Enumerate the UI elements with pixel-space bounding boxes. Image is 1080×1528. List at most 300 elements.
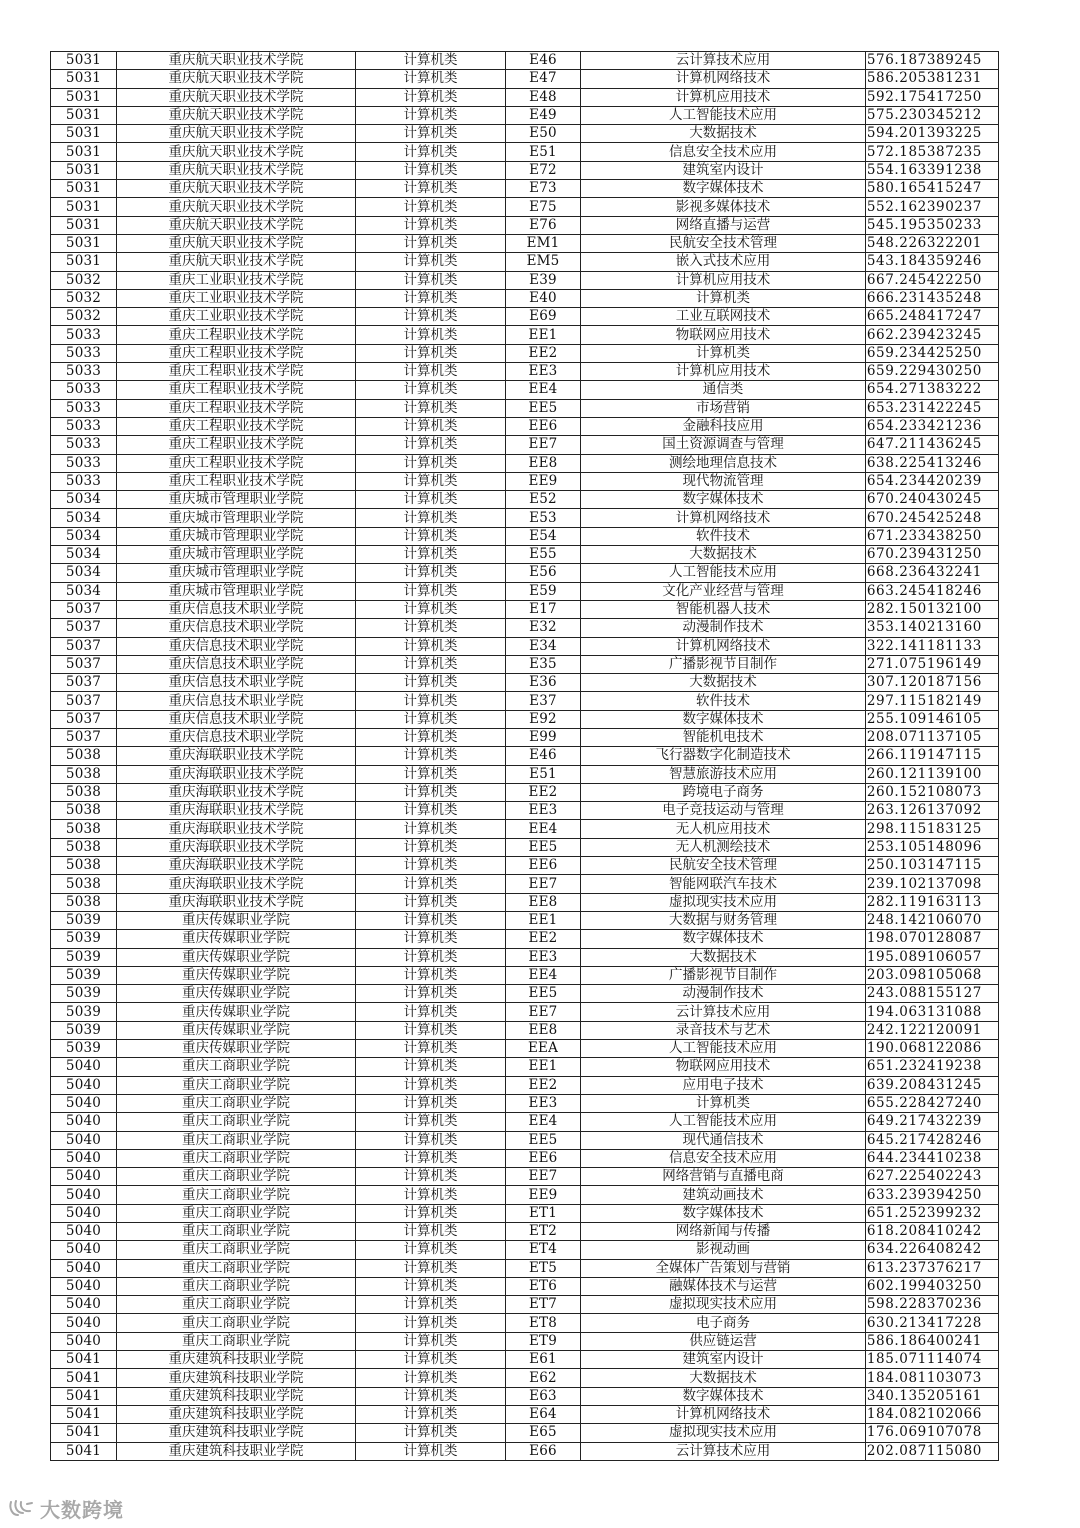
major-code-cell: EE5	[506, 399, 581, 417]
school-code-cell: 5039	[51, 1003, 117, 1021]
table-row	[51, 1113, 999, 1131]
table-row	[51, 619, 999, 637]
score-cell: 592.175417250	[866, 88, 999, 106]
table-row	[51, 161, 999, 179]
school-name-cell: 重庆航天职业技术学院	[117, 70, 356, 88]
major-name-cell: 虚拟现实技术应用	[581, 1296, 866, 1314]
table-row	[51, 966, 999, 984]
table-row	[51, 930, 999, 948]
school-name-cell: 重庆航天职业技术学院	[117, 106, 356, 124]
school-code-cell: 5034	[51, 564, 117, 582]
school-code-cell: 5041	[51, 1369, 117, 1387]
school-code-cell: 5033	[51, 454, 117, 472]
school-code-cell: 5040	[51, 1259, 117, 1277]
school-code-cell: 5041	[51, 1442, 117, 1460]
major-code-cell: ET8	[506, 1314, 581, 1332]
school-name-cell: 重庆航天职业技术学院	[117, 198, 356, 216]
school-code-cell: 5031	[51, 234, 117, 252]
major-name-cell: 智能机器人技术	[581, 600, 866, 618]
table-row	[51, 436, 999, 454]
school-name-cell: 重庆工商职业学院	[117, 1131, 356, 1149]
school-name-cell: 重庆工业职业技术学院	[117, 308, 356, 326]
score-cell: 250.103147115	[866, 857, 999, 875]
table-row	[51, 289, 999, 307]
major-name-cell: 数字媒体技术	[581, 710, 866, 728]
category-cell: 计算机类	[356, 710, 506, 728]
school-name-cell: 重庆工业职业技术学院	[117, 271, 356, 289]
major-name-cell: 建筑动画技术	[581, 1186, 866, 1204]
major-name-cell: 数字媒体技术	[581, 930, 866, 948]
table-row	[51, 88, 999, 106]
category-cell: 计算机类	[356, 1296, 506, 1314]
school-name-cell: 重庆工商职业学院	[117, 1332, 356, 1350]
category-cell: 计算机类	[356, 564, 506, 582]
table-row	[51, 1369, 999, 1387]
score-cell: 198.070128087	[866, 930, 999, 948]
major-code-cell: EE8	[506, 454, 581, 472]
score-cell: 552.162390237	[866, 198, 999, 216]
score-cell: 647.211436245	[866, 436, 999, 454]
category-cell: 计算机类	[356, 1186, 506, 1204]
major-name-cell: 通信类	[581, 381, 866, 399]
major-code-cell: E65	[506, 1424, 581, 1442]
major-name-cell: 计算机类	[581, 289, 866, 307]
major-code-cell: E54	[506, 527, 581, 545]
category-cell: 计算机类	[356, 1076, 506, 1094]
category-cell: 计算机类	[356, 1131, 506, 1149]
table-row	[51, 52, 999, 70]
score-cell: 645.217428246	[866, 1131, 999, 1149]
major-code-cell: EE7	[506, 1003, 581, 1021]
school-code-cell: 5041	[51, 1405, 117, 1423]
table-row	[51, 143, 999, 161]
school-name-cell: 重庆信息技术职业学院	[117, 674, 356, 692]
school-code-cell: 5041	[51, 1351, 117, 1369]
category-cell: 计算机类	[356, 1021, 506, 1039]
school-code-cell: 5031	[51, 52, 117, 70]
major-name-cell: 飞行器数字化制造技术	[581, 747, 866, 765]
table-row	[51, 1442, 999, 1460]
category-cell: 计算机类	[356, 381, 506, 399]
score-cell: 545.195350233	[866, 216, 999, 234]
table-row	[51, 582, 999, 600]
school-name-cell: 重庆海联职业技术学院	[117, 857, 356, 875]
category-cell: 计算机类	[356, 216, 506, 234]
score-cell: 340.135205161	[866, 1387, 999, 1405]
category-cell: 计算机类	[356, 1369, 506, 1387]
category-cell: 计算机类	[356, 765, 506, 783]
score-cell: 634.226408242	[866, 1241, 999, 1259]
school-code-cell: 5040	[51, 1149, 117, 1167]
school-name-cell: 重庆信息技术职业学院	[117, 637, 356, 655]
major-name-cell: 建筑室内设计	[581, 161, 866, 179]
category-cell: 计算机类	[356, 326, 506, 344]
category-cell: 计算机类	[356, 509, 506, 527]
major-name-cell: 网络新闻与传播	[581, 1223, 866, 1241]
school-code-cell: 5031	[51, 70, 117, 88]
school-code-cell: 5033	[51, 436, 117, 454]
score-cell: 576.187389245	[866, 52, 999, 70]
major-name-cell: 应用电子技术	[581, 1076, 866, 1094]
category-cell: 计算机类	[356, 52, 506, 70]
major-name-cell: 虚拟现实技术应用	[581, 1424, 866, 1442]
table-row	[51, 70, 999, 88]
table-row	[51, 1424, 999, 1442]
major-name-cell: 计算机应用技术	[581, 271, 866, 289]
school-code-cell: 5040	[51, 1296, 117, 1314]
admission-score-table	[50, 51, 999, 1461]
school-name-cell: 重庆传媒职业学院	[117, 1040, 356, 1058]
score-cell: 633.239394250	[866, 1186, 999, 1204]
major-name-cell: 测绘地理信息技术	[581, 454, 866, 472]
category-cell: 计算机类	[356, 1204, 506, 1222]
school-code-cell: 5040	[51, 1223, 117, 1241]
major-code-cell: E49	[506, 106, 581, 124]
major-code-cell: E59	[506, 582, 581, 600]
table-row	[51, 106, 999, 124]
score-cell: 651.252399232	[866, 1204, 999, 1222]
category-cell: 计算机类	[356, 619, 506, 637]
school-code-cell: 5033	[51, 344, 117, 362]
major-name-cell: 广播影视节目制作	[581, 966, 866, 984]
score-cell: 282.119163113	[866, 893, 999, 911]
table-row	[51, 637, 999, 655]
major-code-cell: EEA	[506, 1040, 581, 1058]
table-row	[51, 344, 999, 362]
score-cell: 194.063131088	[866, 1003, 999, 1021]
category-cell: 计算机类	[356, 783, 506, 801]
major-name-cell: 嵌入式技术应用	[581, 253, 866, 271]
major-code-cell: E46	[506, 52, 581, 70]
table-body	[51, 52, 999, 1461]
major-name-cell: 录音技术与艺术	[581, 1021, 866, 1039]
major-name-cell: 大数据技术	[581, 674, 866, 692]
major-name-cell: 计算机网络技术	[581, 637, 866, 655]
major-code-cell: EE9	[506, 1186, 581, 1204]
table-row	[51, 1223, 999, 1241]
table-row	[51, 802, 999, 820]
major-name-cell: 广播影视节目制作	[581, 655, 866, 673]
major-code-cell: E61	[506, 1351, 581, 1369]
school-code-cell: 5038	[51, 765, 117, 783]
major-name-cell: 人工智能技术应用	[581, 106, 866, 124]
school-code-cell: 5032	[51, 308, 117, 326]
category-cell: 计算机类	[356, 289, 506, 307]
category-cell: 计算机类	[356, 1058, 506, 1076]
table-row	[51, 692, 999, 710]
school-name-cell: 重庆工商职业学院	[117, 1058, 356, 1076]
category-cell: 计算机类	[356, 161, 506, 179]
score-cell: 662.239423245	[866, 326, 999, 344]
major-code-cell: E55	[506, 546, 581, 564]
school-name-cell: 重庆城市管理职业学院	[117, 509, 356, 527]
score-cell: 670.245425248	[866, 509, 999, 527]
score-cell: 242.122120091	[866, 1021, 999, 1039]
table-row	[51, 948, 999, 966]
score-cell: 663.245418246	[866, 582, 999, 600]
school-name-cell: 重庆工商职业学院	[117, 1168, 356, 1186]
category-cell: 计算机类	[356, 1332, 506, 1350]
score-cell: 630.213417228	[866, 1314, 999, 1332]
major-name-cell: 建筑室内设计	[581, 1351, 866, 1369]
score-cell: 586.186400241	[866, 1332, 999, 1350]
major-code-cell: EE6	[506, 417, 581, 435]
table-row	[51, 1277, 999, 1295]
school-name-cell: 重庆信息技术职业学院	[117, 600, 356, 618]
category-cell: 计算机类	[356, 1387, 506, 1405]
major-code-cell: EE7	[506, 875, 581, 893]
major-name-cell: 物联网应用技术	[581, 326, 866, 344]
school-code-cell: 5038	[51, 838, 117, 856]
school-code-cell: 5037	[51, 692, 117, 710]
major-name-cell: 数字媒体技术	[581, 1387, 866, 1405]
school-code-cell: 5031	[51, 198, 117, 216]
table-row	[51, 1332, 999, 1350]
watermark-logo-icon	[8, 1498, 34, 1518]
major-name-cell: 云计算技术应用	[581, 1003, 866, 1021]
school-name-cell: 重庆传媒职业学院	[117, 985, 356, 1003]
table-row	[51, 234, 999, 252]
school-name-cell: 重庆工程职业技术学院	[117, 472, 356, 490]
table-row	[51, 546, 999, 564]
major-name-cell: 信息安全技术应用	[581, 143, 866, 161]
school-name-cell: 重庆海联职业技术学院	[117, 820, 356, 838]
major-name-cell: 影视多媒体技术	[581, 198, 866, 216]
score-cell: 202.087115080	[866, 1442, 999, 1460]
school-code-cell: 5041	[51, 1424, 117, 1442]
score-cell: 184.081103073	[866, 1369, 999, 1387]
table-row	[51, 1058, 999, 1076]
score-cell: 667.245422250	[866, 271, 999, 289]
major-name-cell: 金融科技应用	[581, 417, 866, 435]
score-cell: 282.150132100	[866, 600, 999, 618]
category-cell: 计算机类	[356, 1424, 506, 1442]
category-cell: 计算机类	[356, 875, 506, 893]
school-code-cell: 5038	[51, 783, 117, 801]
major-name-cell: 虚拟现实技术应用	[581, 893, 866, 911]
score-cell: 654.234420239	[866, 472, 999, 490]
major-code-cell: E75	[506, 198, 581, 216]
category-cell: 计算机类	[356, 1405, 506, 1423]
table-row	[51, 728, 999, 746]
major-name-cell: 国土资源调查与管理	[581, 436, 866, 454]
table-row	[51, 1204, 999, 1222]
school-code-cell: 5033	[51, 381, 117, 399]
school-name-cell: 重庆工程职业技术学院	[117, 344, 356, 362]
major-code-cell: E62	[506, 1369, 581, 1387]
category-cell: 计算机类	[356, 454, 506, 472]
school-name-cell: 重庆工程职业技术学院	[117, 399, 356, 417]
major-code-cell: E72	[506, 161, 581, 179]
school-name-cell: 重庆海联职业技术学院	[117, 765, 356, 783]
table-row	[51, 1076, 999, 1094]
table-row	[51, 911, 999, 929]
score-cell: 248.142106070	[866, 911, 999, 929]
category-cell: 计算机类	[356, 857, 506, 875]
major-code-cell: ET1	[506, 1204, 581, 1222]
school-name-cell: 重庆建筑科技职业学院	[117, 1442, 356, 1460]
score-cell: 260.152108073	[866, 783, 999, 801]
score-cell: 353.140213160	[866, 619, 999, 637]
category-cell: 计算机类	[356, 655, 506, 673]
category-cell: 计算机类	[356, 1094, 506, 1112]
school-name-cell: 重庆工商职业学院	[117, 1314, 356, 1332]
school-code-cell: 5032	[51, 271, 117, 289]
major-code-cell: E17	[506, 600, 581, 618]
major-code-cell: E73	[506, 180, 581, 198]
school-code-cell: 5031	[51, 88, 117, 106]
score-cell: 627.225402243	[866, 1168, 999, 1186]
school-code-cell: 5039	[51, 948, 117, 966]
table-row	[51, 655, 999, 673]
school-code-cell: 5037	[51, 655, 117, 673]
category-cell: 计算机类	[356, 472, 506, 490]
school-code-cell: 5033	[51, 326, 117, 344]
category-cell: 计算机类	[356, 582, 506, 600]
score-cell: 670.239431250	[866, 546, 999, 564]
table-row	[51, 1296, 999, 1314]
major-code-cell: ET2	[506, 1223, 581, 1241]
school-code-cell: 5039	[51, 966, 117, 984]
school-name-cell: 重庆海联职业技术学院	[117, 875, 356, 893]
major-code-cell: E69	[506, 308, 581, 326]
school-name-cell: 重庆信息技术职业学院	[117, 728, 356, 746]
score-cell: 613.237376217	[866, 1259, 999, 1277]
category-cell: 计算机类	[356, 692, 506, 710]
score-cell: 298.115183125	[866, 820, 999, 838]
table-row	[51, 1314, 999, 1332]
table-row	[51, 857, 999, 875]
school-name-cell: 重庆工程职业技术学院	[117, 326, 356, 344]
major-code-cell: E46	[506, 747, 581, 765]
major-name-cell: 工业互联网技术	[581, 308, 866, 326]
category-cell: 计算机类	[356, 1113, 506, 1131]
score-cell: 639.208431245	[866, 1076, 999, 1094]
category-cell: 计算机类	[356, 1259, 506, 1277]
major-code-cell: ET9	[506, 1332, 581, 1350]
table-row	[51, 527, 999, 545]
major-name-cell: 人工智能技术应用	[581, 1040, 866, 1058]
school-code-cell: 5040	[51, 1332, 117, 1350]
major-code-cell: EE5	[506, 838, 581, 856]
table-row	[51, 509, 999, 527]
table-row	[51, 875, 999, 893]
category-cell: 计算机类	[356, 1277, 506, 1295]
school-code-cell: 5033	[51, 363, 117, 381]
category-cell: 计算机类	[356, 1223, 506, 1241]
category-cell: 计算机类	[356, 1168, 506, 1186]
school-code-cell: 5040	[51, 1058, 117, 1076]
category-cell: 计算机类	[356, 966, 506, 984]
major-code-cell: EE2	[506, 930, 581, 948]
school-code-cell: 5034	[51, 582, 117, 600]
school-name-cell: 重庆传媒职业学院	[117, 1021, 356, 1039]
major-name-cell: 动漫制作技术	[581, 985, 866, 1003]
table-row	[51, 381, 999, 399]
category-cell: 计算机类	[356, 436, 506, 454]
table-row	[51, 1387, 999, 1405]
school-code-cell: 5031	[51, 180, 117, 198]
category-cell: 计算机类	[356, 344, 506, 362]
table-row	[51, 1168, 999, 1186]
category-cell: 计算机类	[356, 1149, 506, 1167]
category-cell: 计算机类	[356, 820, 506, 838]
school-name-cell: 重庆建筑科技职业学院	[117, 1351, 356, 1369]
major-code-cell: E40	[506, 289, 581, 307]
school-code-cell: 5037	[51, 674, 117, 692]
score-cell: 297.115182149	[866, 692, 999, 710]
major-name-cell: 现代物流管理	[581, 472, 866, 490]
school-name-cell: 重庆建筑科技职业学院	[117, 1387, 356, 1405]
school-name-cell: 重庆海联职业技术学院	[117, 838, 356, 856]
school-name-cell: 重庆工程职业技术学院	[117, 454, 356, 472]
score-cell: 644.234410238	[866, 1149, 999, 1167]
major-code-cell: EE2	[506, 344, 581, 362]
school-code-cell: 5039	[51, 930, 117, 948]
major-name-cell: 民航安全技术管理	[581, 857, 866, 875]
major-code-cell: EE4	[506, 820, 581, 838]
category-cell: 计算机类	[356, 198, 506, 216]
major-name-cell: 供应链运营	[581, 1332, 866, 1350]
category-cell: 计算机类	[356, 674, 506, 692]
major-name-cell: 智能网联汽车技术	[581, 875, 866, 893]
major-name-cell: 大数据技术	[581, 1369, 866, 1387]
score-cell: 271.075196149	[866, 655, 999, 673]
major-code-cell: EE6	[506, 857, 581, 875]
school-name-cell: 重庆建筑科技职业学院	[117, 1369, 356, 1387]
score-cell: 586.205381231	[866, 70, 999, 88]
table-row	[51, 454, 999, 472]
category-cell: 计算机类	[356, 1351, 506, 1369]
school-code-cell: 5040	[51, 1076, 117, 1094]
table-row	[51, 765, 999, 783]
school-code-cell: 5034	[51, 509, 117, 527]
table-row	[51, 838, 999, 856]
school-code-cell: 5031	[51, 125, 117, 143]
school-name-cell: 重庆信息技术职业学院	[117, 655, 356, 673]
school-name-cell: 重庆航天职业技术学院	[117, 180, 356, 198]
score-cell: 184.082102066	[866, 1405, 999, 1423]
score-cell: 580.165415247	[866, 180, 999, 198]
major-code-cell: EE1	[506, 1058, 581, 1076]
school-name-cell: 重庆工商职业学院	[117, 1223, 356, 1241]
school-name-cell: 重庆城市管理职业学院	[117, 527, 356, 545]
major-name-cell: 计算机网络技术	[581, 70, 866, 88]
school-name-cell: 重庆航天职业技术学院	[117, 234, 356, 252]
major-code-cell: EM1	[506, 234, 581, 252]
school-name-cell: 重庆传媒职业学院	[117, 966, 356, 984]
major-code-cell: E34	[506, 637, 581, 655]
major-name-cell: 计算机网络技术	[581, 509, 866, 527]
school-code-cell: 5039	[51, 1040, 117, 1058]
school-name-cell: 重庆信息技术职业学院	[117, 692, 356, 710]
score-cell: 670.240430245	[866, 491, 999, 509]
major-code-cell: E32	[506, 619, 581, 637]
major-code-cell: ET5	[506, 1259, 581, 1277]
score-cell: 554.163391238	[866, 161, 999, 179]
school-code-cell: 5038	[51, 875, 117, 893]
school-name-cell: 重庆信息技术职业学院	[117, 710, 356, 728]
school-code-cell: 5037	[51, 600, 117, 618]
score-cell: 659.229430250	[866, 363, 999, 381]
category-cell: 计算机类	[356, 838, 506, 856]
score-cell: 655.228427240	[866, 1094, 999, 1112]
score-cell: 654.271383222	[866, 381, 999, 399]
score-cell: 666.231435248	[866, 289, 999, 307]
school-name-cell: 重庆工程职业技术学院	[117, 417, 356, 435]
school-name-cell: 重庆传媒职业学院	[117, 948, 356, 966]
table-row	[51, 674, 999, 692]
